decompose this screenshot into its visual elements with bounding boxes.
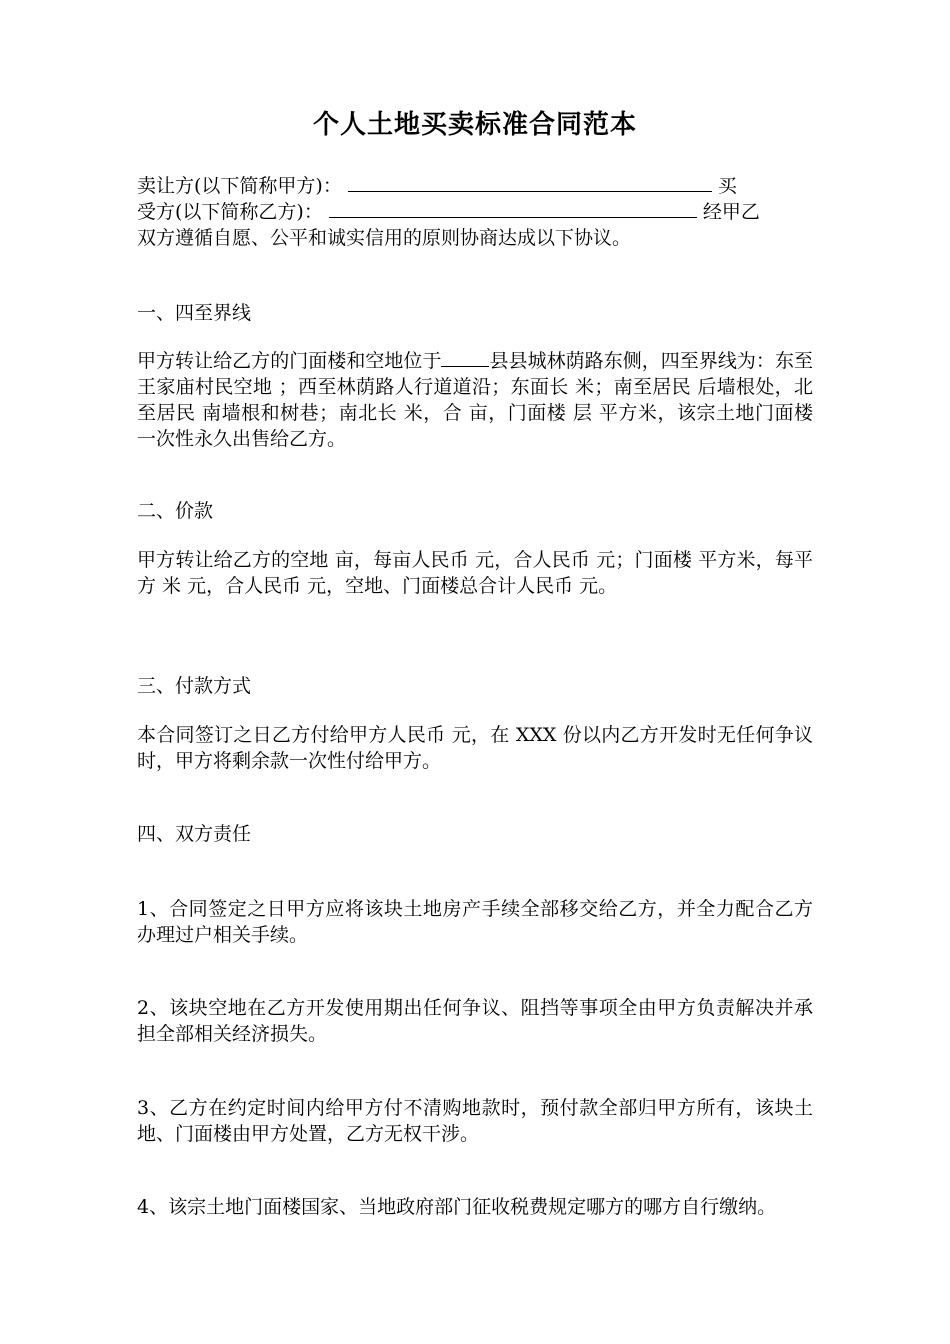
section-3-heading: 三、付款方式 [137,675,252,697]
section-4-item-4: 4、该宗土地门面楼国家、当地政府部门征收税费规定哪方的哪方自行缴纳。 [137,1196,777,1218]
seller-name-field[interactable] [348,173,712,192]
section-2-text: 甲方转让给乙方的空地 亩，每亩人民币 元，合人民币 元；门面楼 平方米，每平方 米 元，合人民币 元，空地、门面楼总合计人民币 元。 [137,549,813,597]
seller-label: 卖让方(以下简称甲方)： [137,175,342,197]
section-1-heading: 一、四至界线 [137,302,252,324]
intro-line-1 [137,173,813,199]
section-4-item-3: 3、乙方在约定时间内给甲方付不清购地款时，预付款全部归甲方所有，该块土地、门面楼由甲方处置，乙方无权干涉。 [137,1097,813,1145]
section-1-text-prefix: 甲方转让给乙方的门面楼和空地位于 [137,350,442,372]
document-title: 个人土地买卖标准合同范本 [312,110,637,140]
section-2-heading: 二、价款 [137,500,214,522]
section-4-item-2: 2、该块空地在乙方开发使用期出任何争议、阻挡等事项全由甲方负责解决并承担全部相关经济损失。 [137,997,813,1045]
intro-line-1-suffix: 买 [717,175,737,197]
buyer-label: 受方(以下简称乙方)： [137,201,323,223]
section-1-text-rest: 县县城林荫路东侧，四至界线为：东至王家庙村民空地 ；西至林荫路人行道道沿；东面长 米；南至居民 后墙根处，北至居民 南墙根和树巷；南北长 米，合 亩，门面楼 层 平方米，该宗土地门面楼一次性永久出售给乙方。 [137,350,813,450]
county-field[interactable] [441,348,489,367]
section-1-text [137,348,813,452]
section-4-item-1: 1、合同签定之日甲方应将该块土地房产手续全部移交给乙方，并全力配合乙方办理过户相关手续。 [137,898,813,946]
buyer-name-field[interactable] [329,199,697,218]
section-4-heading: 四、双方责任 [137,823,252,845]
intro-line-3: 双方遵循自愿、公平和诚实信用的原则协商达成以下协议。 [137,227,632,249]
intro-line-2-suffix: 经甲乙 [702,201,760,223]
intro-line-2 [137,199,813,225]
intro-paragraph [137,173,813,251]
section-3-text: 本合同签订之日乙方付给甲方人民币 元，在 XXX 份以内乙方开发时无任何争议时，甲方将剩余款一次性付给甲方。 [137,724,813,772]
